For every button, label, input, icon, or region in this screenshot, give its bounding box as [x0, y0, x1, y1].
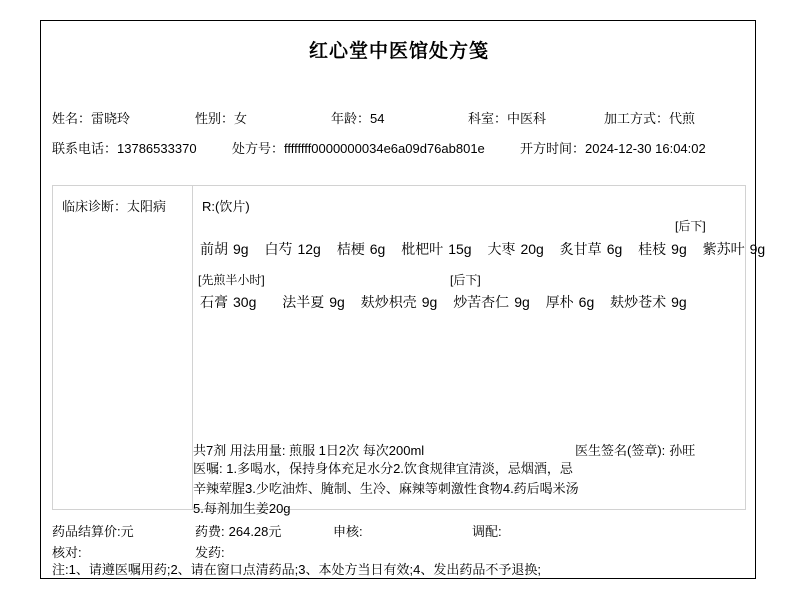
herb-item: 前胡 9g	[200, 241, 249, 257]
clinical-diagnosis-label: 临床诊断：	[62, 199, 128, 214]
dispense-prep-label: 调配:	[472, 524, 502, 539]
usage-instructions: 共7剂 用法用量: 煎服 1日2次 每次200ml	[193, 443, 425, 458]
prescription-number-label: 处方号：	[232, 141, 285, 156]
prescription-time-label: 开方时间：	[520, 141, 586, 156]
processing-method-field	[604, 108, 695, 127]
patient-gender-field	[195, 108, 247, 127]
phone-label: 联系电话：	[52, 141, 118, 156]
patient-name-field	[52, 108, 130, 127]
settlement-price-label: 药品结算价:	[52, 524, 121, 539]
medicine-fee-label: 药费:	[195, 524, 225, 539]
medical-advice: 医嘱: 1.多喝水，保持身体充足水分2.饮食规律宜清淡，忌烟酒，忌辛辣荤腥3.少吃油炸、腌制、生冷、麻辣等刺激性食物4.药后喝米汤5.每剂加生姜20g	[193, 461, 579, 516]
herb-item: 麸炒苍术 9g	[610, 294, 687, 310]
herb-item: 麸炒枳壳 9g	[360, 294, 438, 310]
phone-field	[52, 138, 197, 157]
processing-method-label: 加工方式：	[604, 111, 670, 126]
patient-gender-value: 女	[234, 111, 248, 126]
department-value: 中医科	[507, 111, 547, 126]
patient-name-value: 雷晓玲	[91, 111, 131, 126]
prescription-number-value: ffffffff0000000034e6a09d76ab801e	[284, 141, 485, 156]
settlement-price-value: 元	[120, 524, 134, 539]
review-label: 申核:	[333, 524, 363, 539]
herb-item: 石膏 30g	[200, 294, 257, 310]
herb-item: 桔梗 6g	[336, 241, 386, 257]
herb-item: 枇杷叶 15g	[401, 241, 472, 257]
herb-item: 厚朴 6g	[545, 294, 595, 310]
medicine-fee-field	[195, 521, 281, 540]
doctor-signature-label: 医生签名(签章):	[575, 443, 666, 458]
department-label: 科室：	[468, 111, 508, 126]
check-label: 核对:	[52, 545, 82, 560]
pre-decoct-tag-line2: [先煎半小时]	[198, 273, 265, 287]
herb-item: 白芍 12g	[264, 241, 321, 257]
phone-value: 13786533370	[117, 141, 197, 156]
herb-line-2	[200, 292, 699, 312]
dispense-prep-field	[472, 521, 506, 540]
prescription-time-value: 2024-12-30 16:04:02	[585, 141, 706, 156]
patient-age-value: 54	[370, 111, 385, 126]
page-title: 红心堂中医馆处方笺	[308, 41, 489, 62]
footer-note: 注:1、请遵医嘱用药;2、请在窗口点清药品;3、本处方当日有效;4、发出药品不予退换;	[52, 562, 541, 577]
department-field	[468, 108, 546, 127]
patient-name-label: 姓名：	[52, 111, 92, 126]
decoct-tag-line1: [后下]	[675, 219, 706, 233]
herb-line-1	[200, 239, 777, 259]
herb-item: 大枣 20g	[487, 241, 544, 257]
herb-item: 炒苦杏仁 9g	[453, 294, 530, 310]
prescription-number-field	[232, 138, 485, 157]
doctor-signature	[575, 440, 695, 459]
prescription-time-field	[520, 138, 706, 157]
herb-item: 桂枝 9g	[638, 241, 687, 257]
patient-age-label: 年龄：	[331, 111, 371, 126]
decoct-tag-line2: [后下]	[450, 273, 481, 287]
clinical-diagnosis-value: 太阳病	[127, 199, 167, 214]
review-field	[333, 521, 367, 540]
herb-item: 紫苏叶 9g	[702, 241, 766, 257]
patient-age-field	[331, 108, 384, 127]
herb-item: 法半夏 9g	[282, 294, 345, 310]
rx-header: R:(饮片)	[202, 199, 250, 214]
dispense-label: 发药:	[195, 545, 225, 560]
processing-method-value: 代煎	[669, 111, 696, 126]
doctor-signature-name: 孙旺	[669, 443, 696, 458]
clinical-diagnosis	[62, 196, 186, 215]
patient-gender-label: 性别：	[195, 111, 235, 126]
settlement-price-field	[52, 521, 134, 540]
herb-item: 炙甘草 6g	[559, 241, 623, 257]
medicine-fee-value: 264.28元	[228, 524, 282, 539]
